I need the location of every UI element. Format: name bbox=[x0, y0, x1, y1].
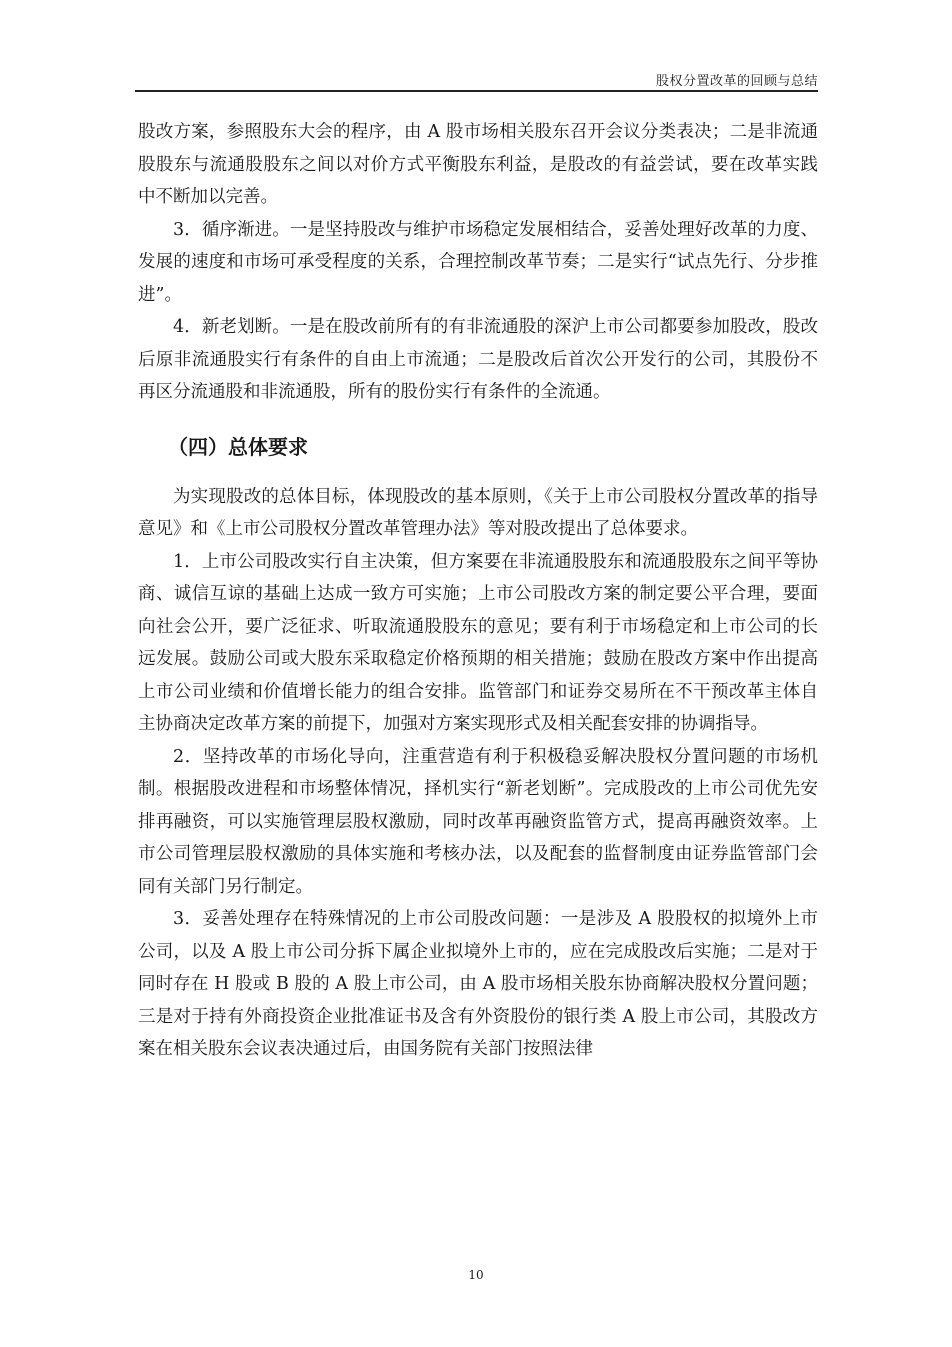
paragraph-gradual-progress: 3．循序渐进。一是坚持股改与维护市场稳定发展相结合，妥善处理好改革的力度、发展的速度和市场可承受程度的关系，合理控制改革节奏；二是实行“试点先行、分步推进”。 bbox=[138, 219, 818, 305]
paragraph-requirement-2: 2．坚持改革的市场化导向，注重营造有利于积极稳妥解决股权分置问题的市场机制。根据股改进程和市场整体情况，择机实行“新老划断”。完成股改的上市公司优先安排再融资，可以实施管理层股权激励，同时改革再融资监管方式，提高再融资效率。上市公司管理层股权激励的具体实施和考核办法，以及配套的监督制度由证券监管部门会同有关部门另行制定。 bbox=[138, 746, 818, 897]
paragraph-requirement-3: 3．妥善处理存在特殊情况的上市公司股改问题：一是涉及 A 股股权的拟境外上市公司，以及 A 股上市公司分拆下属企业拟境外上市的，应在完成股改后实施；二是对于同时存在 H 股或 B 股的 A 股上市公司，由 A 股市场相关股东协商解决股权分置问题；三是对于持有外商投资企业批准证书及含有外资股份的银行类 A 股上市公司，其股改方案在相关股东会议表决通过后，由国务院有关部门按照法律 bbox=[138, 909, 818, 1059]
paragraph-intro: 为实现股改的总体目标，体现股改的基本原则，《关于上市公司股权分置改革的指导意见》和《上市公司股权分置改革管理办法》等对股改提出了总体要求。 bbox=[138, 486, 818, 539]
page-number: 10 bbox=[468, 1268, 484, 1282]
page-header bbox=[135, 64, 818, 92]
paragraph-requirement-1: 1．上市公司股改实行自主决策，但方案要在非流通股股东和流通股股东之间平等协商、诚信互谅的基础上达成一致方可实施；上市公司股改方案的制定要公平合理，要面向社会公开，要广泛征求、听取流通股股东的意见；要有利于市场稳定和上市公司的长远发展。鼓励公司或大股东采取稳定价格预期的相关措施；鼓励在股改方案中作出提高上市公司业绩和价值增长能力的组合安排。监管部门和证券交易所在不干预改革主体自主协商决定改革方案的前提下，加强对方案实现形式及相关配套安排的协调指导。 bbox=[138, 551, 818, 734]
paragraph-continued: 股改方案，参照股东大会的程序，由 A 股市场相关股东召开会议分类表决；二是非流通股股东与流通股股东之间以对价方式平衡股东利益，是股改的有益尝试，要在改革实践中不断加以完善。 bbox=[138, 122, 818, 207]
paragraph-new-old-division: 4．新老划断。一是在股改前所有的有非流通股的深沪上市公司都要参加股改，股改后原非流通股实行有条件的自由上市流通；二是股改后首次公开发行的公司，其股份不再区分流通股和非流通股，所有的股份实行有条件的全流通。 bbox=[138, 317, 818, 402]
page-body bbox=[138, 116, 818, 1066]
section-heading: （四）总体要求 bbox=[168, 434, 308, 459]
running-header-title: 股权分置改革的回顾与总结 bbox=[655, 74, 818, 89]
